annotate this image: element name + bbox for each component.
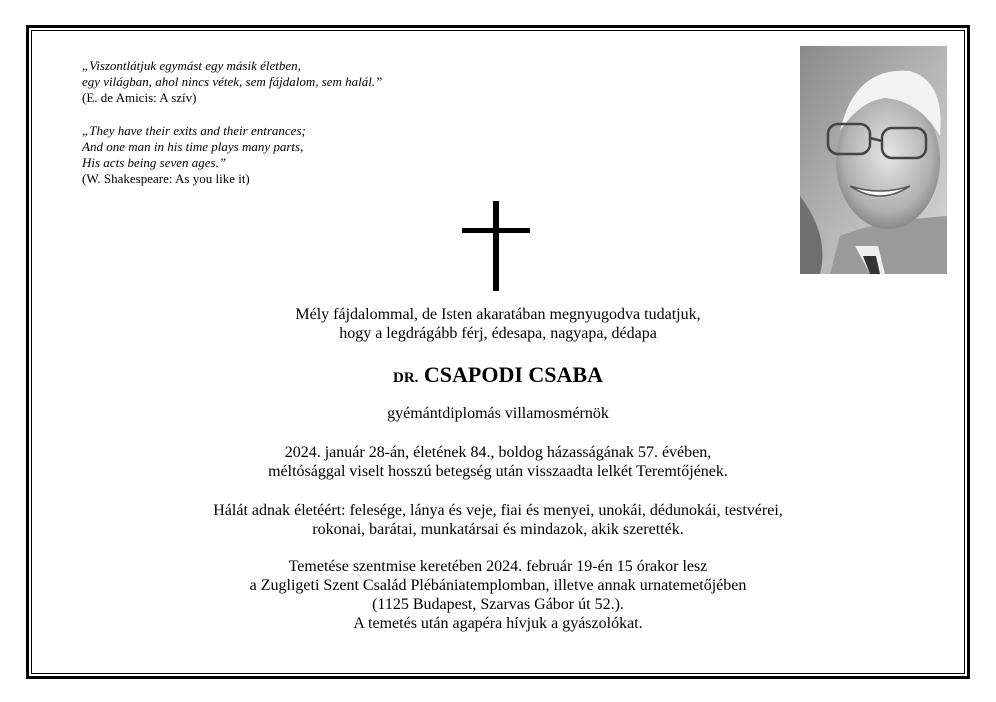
quote-source: (E. de Amicis: A szív) xyxy=(82,90,197,105)
text-line: Hálát adnak életéért: felesége, lánya és veje, fiai és menyei, unokái, dédunokái, testvérei, xyxy=(213,502,783,519)
text-line: Temetése szentmise keretében 2024. február 19-én 15 órakor lesz xyxy=(288,558,708,575)
text-line: 2024. január 28-án, életének 84., boldog házasságának 57. évében, xyxy=(284,444,712,461)
quote-line: And one man in his time plays many parts, xyxy=(82,139,304,154)
quote-amicis xyxy=(82,58,382,106)
quote-line: „They have their exits and their entrances; xyxy=(82,123,306,138)
quote-line: egy világban, ahol nincs vétek, sem fájdalom, sem halál.” xyxy=(82,74,383,89)
funeral-details xyxy=(0,557,996,633)
deceased-name xyxy=(0,362,996,391)
text-line: Mély fájdalommal, de Isten akaratában megnyugodva tudatjuk, xyxy=(295,306,701,323)
name-prefix: DR. xyxy=(392,370,419,386)
text-line: gyémántdiplomás villamosmérnök xyxy=(387,405,609,422)
text-line: (1125 Budapest, Szarvas Gábor út 52.). xyxy=(372,596,624,613)
quote-line: „Viszontlátjuk egymást egy másik életben, xyxy=(82,58,301,73)
death-notice xyxy=(0,443,996,481)
text-line: méltósággal viselt hosszú betegség után visszaadta lelkét Teremtőjének. xyxy=(268,463,728,480)
text-line: a Zugligeti Szent Család Plébániatemplomban, illetve annak urnatemetőjében xyxy=(249,577,747,594)
name-text: CSAPODI CSABA xyxy=(423,362,603,387)
thanks-text xyxy=(0,501,996,539)
quote-source: (W. Shakespeare: As you like it) xyxy=(82,171,250,186)
intro-text xyxy=(0,305,996,343)
profession-text xyxy=(0,404,996,423)
epigraph-quotes xyxy=(82,58,382,187)
quote-line: His acts being seven ages.” xyxy=(82,155,227,170)
portrait-photo xyxy=(800,46,947,274)
text-line: rokonai, barátai, munkatársai és mindazok, akik szerették. xyxy=(312,521,684,538)
text-line: A temetés után agapéra hívjuk a gyászolókat. xyxy=(353,615,643,632)
quote-shakespeare xyxy=(82,123,382,187)
cross-icon xyxy=(462,201,530,291)
text-line: hogy a legdrágább férj, édesapa, nagyapa, dédapa xyxy=(339,325,657,342)
